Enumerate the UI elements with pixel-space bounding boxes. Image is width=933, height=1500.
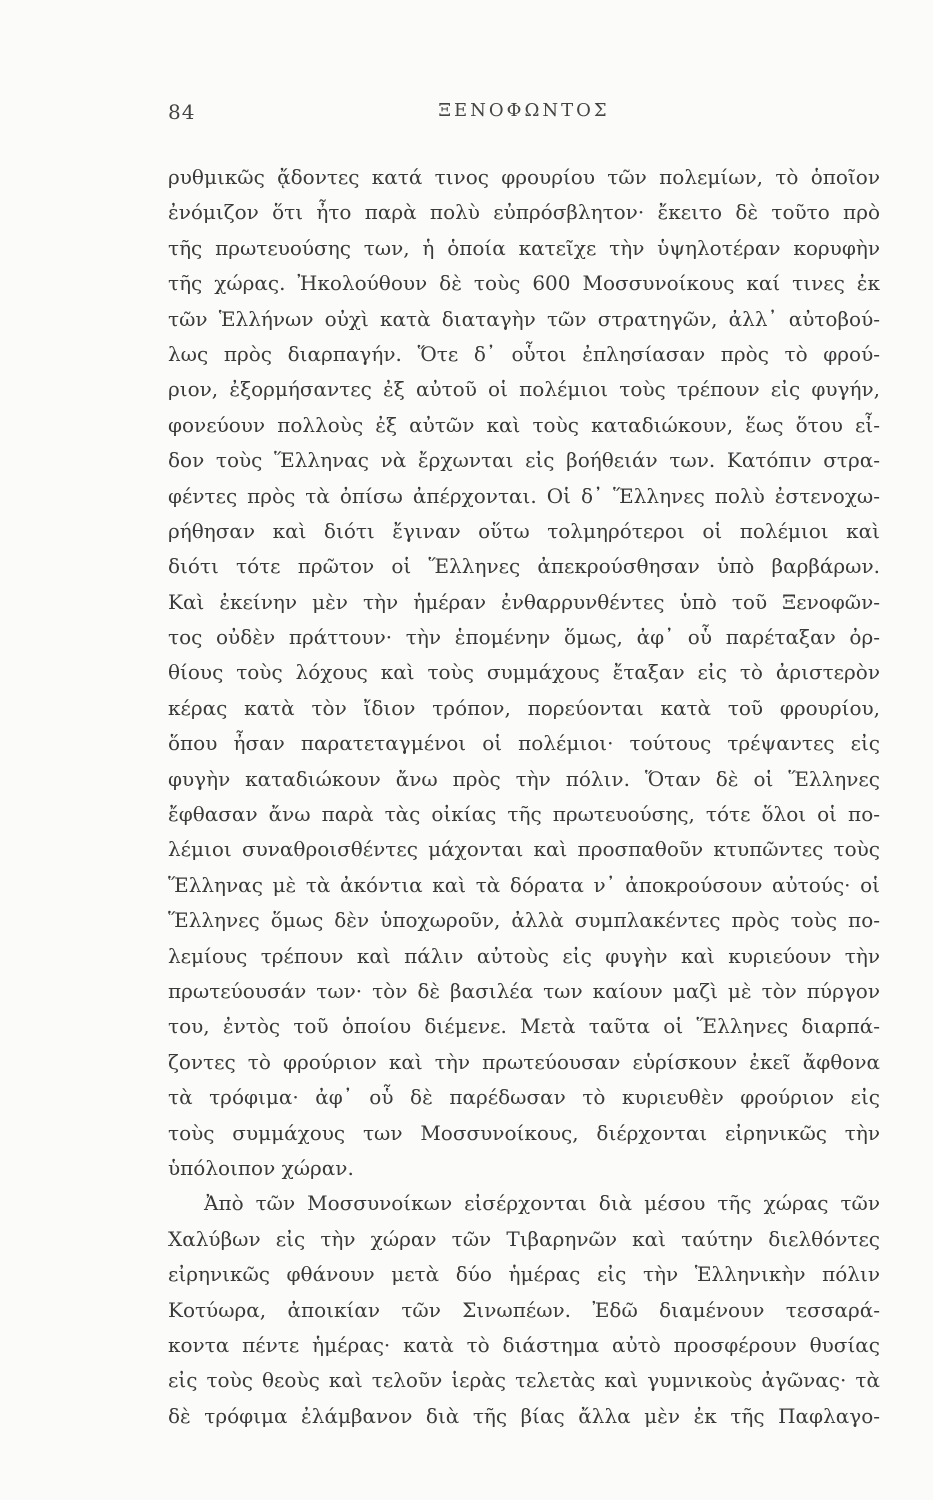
- text-line: ἐνόμιζον ὅτι ἦτο παρὰ πολὺ εὐπρόσβλητον· ἔκειτο δὲ τοῦτο πρὸ: [168, 200, 880, 225]
- text-line: Χαλύβων εἰς τὴν χώραν τῶν Τιβαρηνῶν καὶ ταύτην διελθόντες: [168, 1226, 880, 1251]
- text-line: τῆς πρωτευούσης των, ἡ ὁποία κατεῖχε τὴν ὑψηλοτέραν κορυφὴν: [168, 235, 880, 260]
- text-line: ἔφθασαν ἄνω παρὰ τὰς οἰκίας τῆς πρωτευούσης, τότε ὅλοι οἱ πο-: [168, 802, 880, 827]
- text-line: ὑπόλοιπον χώραν.: [168, 1155, 354, 1180]
- text-line: ρυθμικῶς ᾄδοντες κατά τινος φρουρίου τῶν πολεμίων, τὸ ὁποῖον: [168, 165, 880, 189]
- text-line: δον τοὺς Ἕλληνας νὰ ἔρχωνται εἰς βοήθειάν των. Κατόπιν στρα-: [168, 448, 880, 473]
- text-line: κοντα πέντε ἡμέρας· κατὰ τὸ διάστημα αὐτὸ προσφέρουν θυσίας: [168, 1332, 880, 1357]
- text-line: εἰς τοὺς θεοὺς καὶ τελοῦν ἱερὰς τελετὰς καὶ γυμνικοὺς ἀγῶνας· τὰ: [168, 1368, 880, 1393]
- text-line: κέρας κατὰ τὸν ἴδιον τρόπον, πορεύονται κατὰ τοῦ φρουρίου,: [168, 695, 880, 720]
- body-text: [168, 160, 880, 1434]
- text-line: τοὺς συμμάχους των Μοσσυνοίκους, διέρχονται εἰρηνικῶς τὴν: [168, 1120, 880, 1145]
- page-header: [168, 100, 880, 130]
- text-line: Ἀπὸ τῶν Μοσσυνοίκων εἰσέρχονται διὰ μέσου τῆς χώρας τῶν: [204, 1191, 880, 1216]
- text-line: Καὶ ἐκείνην μὲν τὴν ἡμέραν ἐνθαρρυνθέντες ὑπὸ τοῦ Ξενοφῶν-: [168, 589, 880, 614]
- text-line: τῆς χώρας. Ἠκολούθουν δὲ τοὺς 600 Μοσσυνοίκους καί τινες ἐκ: [168, 271, 880, 296]
- text-line: Κοτύωρα, ἀποικίαν τῶν Σινωπέων. Ἐδῶ διαμένουν τεσσαρά-: [168, 1297, 880, 1322]
- paragraph: [168, 1186, 880, 1434]
- text-line: πρωτεύουσάν των· τὸν δὲ βασιλέα των καίουν μαζὶ μὲ τὸν πύργον: [168, 978, 880, 1003]
- text-line: Ἕλληνες ὅμως δὲν ὑποχωροῦν, ἀλλὰ συμπλακέντες πρὸς τοὺς πο-: [168, 908, 880, 933]
- text-line: θίους τοὺς λόχους καὶ τοὺς συμμάχους ἔταξαν εἰς τὸ ἀριστερὸν: [168, 660, 880, 685]
- text-line: εἰρηνικῶς φθάνουν μετὰ δύο ἡμέρας εἰς τὴν Ἑλληνικὴν πόλιν: [168, 1262, 880, 1287]
- text-line: φυγὴν καταδιώκουν ἄνω πρὸς τὴν πόλιν. Ὅταν δὲ οἱ Ἕλληνες: [168, 766, 880, 791]
- text-line: Ἕλληνας μὲ τὰ ἀκόντια καὶ τὰ δόρατα ν᾽ ἀποκρούσουν αὐτούς· οἱ: [168, 872, 880, 897]
- text-line: ὅπου ἦσαν παρατεταγμένοι οἱ πολέμιοι· τούτους τρέψαντες εἰς: [168, 731, 880, 756]
- text-line: τος οὐδὲν πράττουν· τὴν ἑπομένην ὅμως, ἀφ᾽ οὗ παρέταξαν ὀρ-: [168, 625, 880, 650]
- text-line: δὲ τρόφιμα ἐλάμβανον διὰ τῆς βίας ἄλλα μὲν ἐκ τῆς Παφλαγο-: [168, 1403, 880, 1428]
- text-line: τῶν Ἑλλήνων οὐχὶ κατὰ διαταγὴν τῶν στρατηγῶν, ἀλλ᾽ αὐτοβού-: [168, 306, 880, 331]
- text-line: λεμίους τρέπουν καὶ πάλιν αὐτοὺς εἰς φυγὴν καὶ κυριεύουν τὴν: [168, 943, 880, 968]
- text-line: διότι τότε πρῶτον οἱ Ἕλληνες ἀπεκρούσθησαν ὑπὸ βαρβάρων.: [168, 554, 880, 579]
- text-line: λως πρὸς διαρπαγήν. Ὅτε δ᾽ οὗτοι ἐπλησίασαν πρὸς τὸ φρού-: [168, 341, 880, 366]
- text-line: ζοντες τὸ φρούριον καὶ τὴν πρωτεύουσαν εὑρίσκουν ἐκεῖ ἄφθονα: [168, 1049, 880, 1074]
- text-line: τὰ τρόφιμα· ἀφ᾽ οὗ δὲ παρέδωσαν τὸ κυριευθὲν φρούριον εἰς: [168, 1085, 880, 1110]
- text-line: λέμιοι συναθροισθέντες μάχονται καὶ προσπαθοῦν κτυπῶντες τοὺς: [168, 837, 880, 862]
- running-head: ΞΕΝΟΦΩΝΤΟΣ: [438, 100, 610, 121]
- page-number: 84: [168, 100, 196, 124]
- text-line: του, ἐντὸς τοῦ ὁποίου διέμενε. Μετὰ ταῦτα οἱ Ἕλληνες διαρπά-: [168, 1014, 880, 1039]
- text-line: φονεύουν πολλοὺς ἐξ αὐτῶν καὶ τοὺς καταδιώκουν, ἕως ὅτου εἶ-: [168, 412, 880, 437]
- text-line: φέντες πρὸς τὰ ὀπίσω ἀπέρχονται. Οἱ δ᾽ Ἕλληνες πολὺ ἐστενοχω-: [168, 483, 880, 508]
- paragraph: [168, 160, 880, 1186]
- text-line: ριον, ἐξορμήσαντες ἐξ αὐτοῦ οἱ πολέμιοι τοὺς τρέπουν εἰς φυγήν,: [168, 377, 880, 402]
- text-line: ρήθησαν καὶ διότι ἔγιναν οὕτω τολμηρότεροι οἱ πολέμιοι καὶ: [168, 518, 880, 543]
